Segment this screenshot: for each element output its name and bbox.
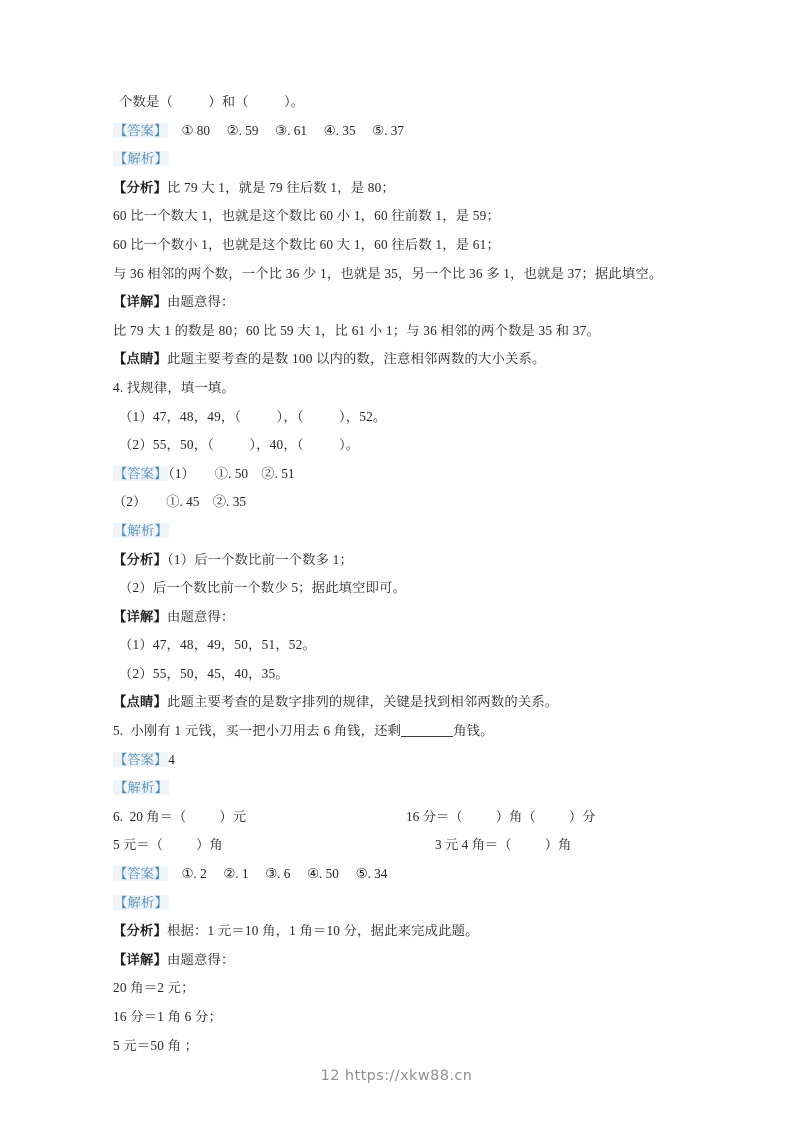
q3-analyze-line-4: 与 36 相邻的两个数，一个比 36 少 1，也就是 35，另一个比 36 多 1，也就是 37；据此填空。 — [113, 265, 663, 281]
answer-label: 【答案】 — [114, 866, 168, 882]
analyze-label: 【分析】 — [113, 179, 167, 195]
q4-part-1: （1）47，48，49，（ ），（ ），52。 — [119, 408, 387, 424]
q6-answer-3-mark: ③. — [265, 866, 281, 882]
q4-analyze-line-2: （2）后一个数比前一个数少 5；据此填空即可。 — [119, 580, 407, 596]
spacer — [123, 809, 130, 824]
spacer — [146, 494, 166, 509]
q6-detail-line-2: 16 分＝1 角 6 分； — [113, 1009, 222, 1024]
q4-answer-4-value: 35 — [232, 494, 246, 510]
answer-item-5-mark: ⑤. — [372, 122, 388, 138]
spacer — [259, 123, 276, 138]
q4-answer-prefix-2: （2） — [113, 494, 147, 510]
q6-right-2: 3 元 4 角＝（ ）角 — [435, 837, 572, 853]
q5-analysis-block-label — [113, 774, 683, 803]
q4-answer-1-mark: ①. — [214, 465, 232, 481]
q4-answer-prefix-1: （1） — [168, 465, 195, 481]
q6-right-1: 16 分＝（ ）角（ ）分 — [406, 808, 596, 824]
q4-number: 4. — [113, 379, 124, 395]
q5-answer-value: 4 — [168, 751, 175, 767]
q4-detail-label-line — [113, 603, 683, 632]
q6-answer-row — [113, 860, 683, 889]
q4-answer-3-value: 45 — [186, 494, 200, 510]
q6-detail-line-1: 20 角＝2 元； — [113, 980, 195, 996]
highlight-text: 此题主要考查的是数 100 以内的数，注意相邻两数的大小关系。 — [167, 351, 546, 367]
highlight-label: 【点睛】 — [113, 694, 167, 710]
q6-row-2 — [113, 831, 683, 860]
detail-intro: 由题意得： — [167, 608, 235, 624]
q6-answer-4-mark: ④. — [307, 866, 323, 882]
analyze-label: 【分析】 — [113, 551, 167, 567]
spacer — [339, 866, 356, 881]
answer-item-4-value: 35 — [342, 122, 356, 138]
q6-answer-2-mark: ②. — [223, 866, 239, 882]
q6-answer-5-value: 34 — [374, 866, 388, 882]
spacer — [195, 466, 215, 481]
analysis-block-tag: 【解析】 — [114, 522, 168, 538]
q6-left-1: 20 角＝（ ）元 — [129, 808, 246, 824]
spacer — [248, 466, 261, 481]
analysis-block-tag: 【解析】 — [114, 151, 168, 167]
answer-label: 【答案】 — [114, 751, 168, 767]
analyze-text: 根据：1 元＝10 角，1 角＝10 分，据此来完成此题。 — [167, 923, 479, 939]
q5-blank-underline[interactable] — [401, 736, 453, 737]
answer-item-2-mark: ②. — [226, 122, 242, 138]
q4-part-2: （2）55，50，（ ），40，（ ）。 — [119, 437, 360, 453]
q3-analyze-line-2: 60 比一个数大 1，也就是这个数比 60 小 1，60 往前数 1，是 59； — [113, 208, 500, 224]
detail-label: 【详解】 — [113, 608, 167, 624]
q5-stem-before: 小刚有 1 元钱，买一把小刀用去 6 角钱，还剩 — [130, 723, 402, 739]
q4-detail-line-1: （1）47，48，49，50，51，52。 — [119, 637, 317, 653]
q5-stem-line — [113, 717, 683, 746]
answer-item-4-mark: ④. — [323, 122, 339, 138]
q6-number: 6. — [113, 808, 123, 824]
highlight-text: 此题主要考查的是数字排列的规律，关键是找到相邻两数的关系。 — [167, 694, 559, 710]
q3-stem-tail: 个数是（ ）和（ ）。 — [119, 94, 305, 109]
q4-answer-1-value: 50 — [234, 465, 248, 481]
q4-highlight-line — [113, 688, 683, 717]
spacer — [168, 866, 181, 881]
analyze-text: （1）后一个数比前一个数多 1； — [167, 551, 354, 567]
q3-analyze-line-1 — [113, 174, 683, 203]
spacer — [207, 866, 224, 881]
q6-detail-label-line — [113, 946, 683, 975]
q4-answer-3-mark: ①. — [166, 494, 183, 510]
answer-item-3-mark: ③. — [275, 122, 291, 138]
q6-left-2: 5 元＝（ ）角 — [113, 837, 223, 853]
answer-label: 【答案】 — [114, 122, 168, 138]
spacer — [199, 494, 212, 509]
q3-analyze-line-3: 60 比一个数小 1，也就是这个数比 60 大 1，60 往后数 1，是 61； — [113, 236, 500, 252]
q4-analyze-line-1 — [113, 546, 683, 575]
answer-item-2-value: 59 — [245, 122, 259, 138]
spacer — [356, 123, 373, 138]
analyze-label: 【分析】 — [113, 923, 167, 939]
analysis-block-tag: 【解析】 — [114, 780, 168, 796]
q6-answer-1-mark: ①. — [181, 866, 197, 882]
answer-label: 【答案】 — [114, 465, 168, 481]
q6-answer-2-value: 1 — [241, 866, 249, 882]
answer-item-1-mark: ① — [181, 122, 194, 138]
q6-answer-4-value: 50 — [325, 866, 339, 882]
detail-intro: 由题意得： — [167, 951, 235, 967]
document-content — [113, 88, 683, 1060]
spacer — [249, 866, 266, 881]
q4-answer-2-value: 51 — [281, 465, 295, 481]
q4-answer-row-2 — [113, 488, 683, 517]
spacer — [210, 123, 227, 138]
q4-answer-row-1 — [113, 460, 683, 489]
q6-analyze-line-1 — [113, 917, 683, 946]
highlight-label: 【点睛】 — [113, 351, 167, 367]
q4-stem: 找规律，填一填。 — [126, 379, 235, 395]
q5-number: 5. — [113, 723, 124, 739]
spacer — [168, 123, 181, 138]
detail-label: 【详解】 — [113, 294, 167, 310]
q6-detail-line-3: 5 元＝50 角 ； — [113, 1037, 199, 1053]
q3-highlight-line — [113, 345, 683, 374]
answer-item-1-value: 80 — [196, 122, 211, 138]
q3-analysis-block-label — [113, 145, 683, 174]
q4-answer-4-mark: ②. — [212, 494, 230, 510]
page-watermark: 12 https://xkw88.cn — [320, 1068, 473, 1084]
q5-answer-row — [113, 746, 683, 775]
detail-intro: 由题意得： — [167, 294, 235, 310]
q4-stem-line — [113, 374, 683, 403]
q4-analysis-block-label — [113, 517, 683, 546]
q4-detail-line-2: （2）55，50，45，40，35。 — [119, 665, 289, 681]
spacer — [290, 866, 307, 881]
q4-answer-2-mark: ②. — [261, 465, 278, 481]
q6-answer-5-mark: ⑤. — [355, 866, 371, 882]
q3-answer-row — [113, 117, 683, 146]
q5-stem-after: 角钱。 — [453, 723, 494, 739]
answer-item-3-value: 61 — [293, 122, 308, 138]
analyze-text: 比 79 大 1，就是 79 往后数 1，是 80； — [167, 179, 395, 195]
q3-detail-line-1: 比 79 大 1 的数是 80；60 比 59 大 1，比 61 小 1；与 36 相邻的两个数是 35 和 37。 — [113, 322, 600, 338]
q6-row-1 — [113, 803, 683, 832]
q6-answer-1-value: 2 — [200, 866, 207, 882]
q3-detail-label-line — [113, 288, 683, 317]
analysis-block-tag: 【解析】 — [114, 894, 168, 910]
q6-analysis-block-label — [113, 889, 683, 918]
spacer — [307, 123, 324, 138]
answer-item-5-value: 37 — [390, 122, 405, 138]
detail-label: 【详解】 — [113, 951, 167, 967]
q6-answer-3-value: 6 — [283, 866, 291, 882]
